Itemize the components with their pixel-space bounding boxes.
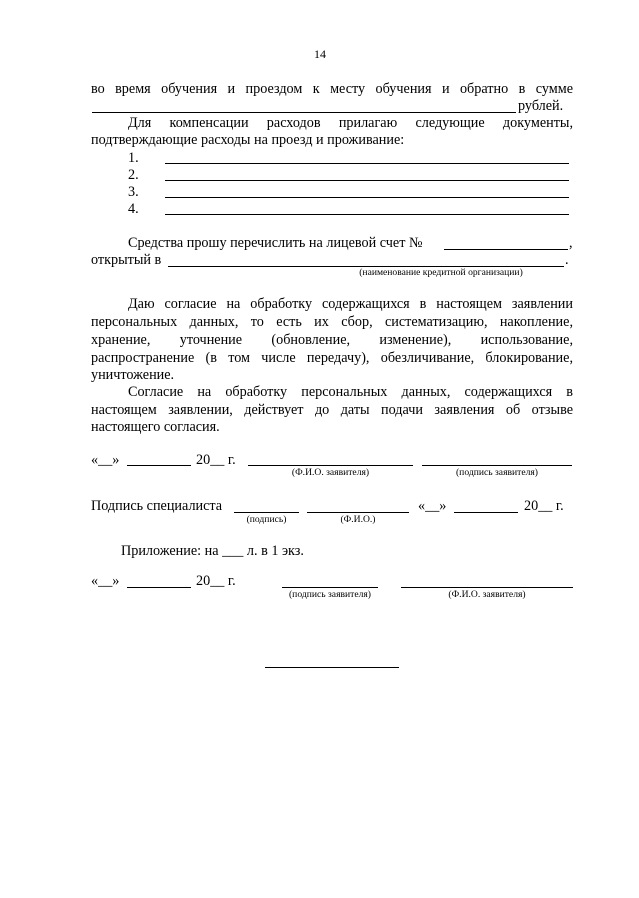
text-line: Даю согласие на обработку содержащихся в настоящем заявлении <box>128 296 573 312</box>
list-blank-line <box>165 197 569 198</box>
date-day-blank: «__» <box>91 452 120 468</box>
period: . <box>565 252 569 268</box>
text-line: хранение, уточнение (обновление, изменение), использование, <box>91 332 573 348</box>
specialist-fio-caption: (Ф.И.О.) <box>340 514 376 525</box>
date-month-blank <box>454 512 518 513</box>
specialist-sign-blank <box>234 512 299 513</box>
signature-caption: (подпись заявителя) <box>288 589 371 600</box>
signature-caption: (подпись заявителя) <box>455 467 538 478</box>
closing-separator <box>265 667 399 668</box>
date-year: 20__ г. <box>196 452 236 468</box>
date-month-blank <box>127 587 191 588</box>
specialist-sign-caption: (подпись) <box>246 514 287 525</box>
page-number: 14 <box>314 47 326 61</box>
text-line: уничтожение. <box>91 367 175 383</box>
list-number: 1. <box>128 150 139 166</box>
specialist-fio-blank <box>307 512 409 513</box>
text-line: Для компенсации расходов прилагаю следующие документы, <box>128 115 573 131</box>
text-line: подтверждающие расходы на проезд и проживание: <box>91 132 405 148</box>
text-line: персональных данных, то есть их сбор, систематизацию, накопление, <box>91 314 573 330</box>
fio-blank-line <box>248 465 413 466</box>
text-line: распространение (в том числе передачу), обезличивание, блокирование, <box>91 350 573 366</box>
text-line: открытый в <box>91 252 162 268</box>
date-day-blank: «__» <box>91 573 120 589</box>
currency-text: рублей. <box>518 98 564 114</box>
text-line: Средства прошу перечислить на лицевой счет № <box>128 235 423 251</box>
list-blank-line <box>165 180 569 181</box>
attachment-text: Приложение: на ___ л. в 1 экз. <box>121 543 304 559</box>
text-line: настоящего согласия. <box>91 419 220 435</box>
list-blank-line <box>165 163 569 164</box>
list-number: 3. <box>128 184 139 200</box>
account-blank-line <box>444 249 568 250</box>
list-blank-line <box>165 214 569 215</box>
date-year: 20__ г. <box>524 498 564 514</box>
specialist-label: Подпись специалиста <box>91 498 223 514</box>
date-day-blank: «__» <box>418 498 447 514</box>
fio-caption: (Ф.И.О. заявителя) <box>291 467 370 478</box>
date-month-blank <box>127 465 191 466</box>
bank-caption: (наименование кредитной организации) <box>359 267 523 278</box>
signature-blank-line <box>282 587 378 588</box>
fio-blank-line <box>401 587 573 588</box>
text-line: настоящем заявлении, действует до даты подачи заявления об отзыве <box>91 402 573 418</box>
text-line: во время обучения и проездом к месту обучения и обратно в сумме <box>91 81 573 97</box>
sum-blank-line <box>92 112 516 113</box>
comma: , <box>569 235 573 251</box>
date-year: 20__ г. <box>196 573 236 589</box>
fio-caption: (Ф.И.О. заявителя) <box>448 589 526 600</box>
signature-blank-line <box>422 465 572 466</box>
list-number: 2. <box>128 167 139 183</box>
text-line: Согласие на обработку персональных данных, содержащихся в <box>128 384 573 400</box>
list-number: 4. <box>128 201 139 217</box>
